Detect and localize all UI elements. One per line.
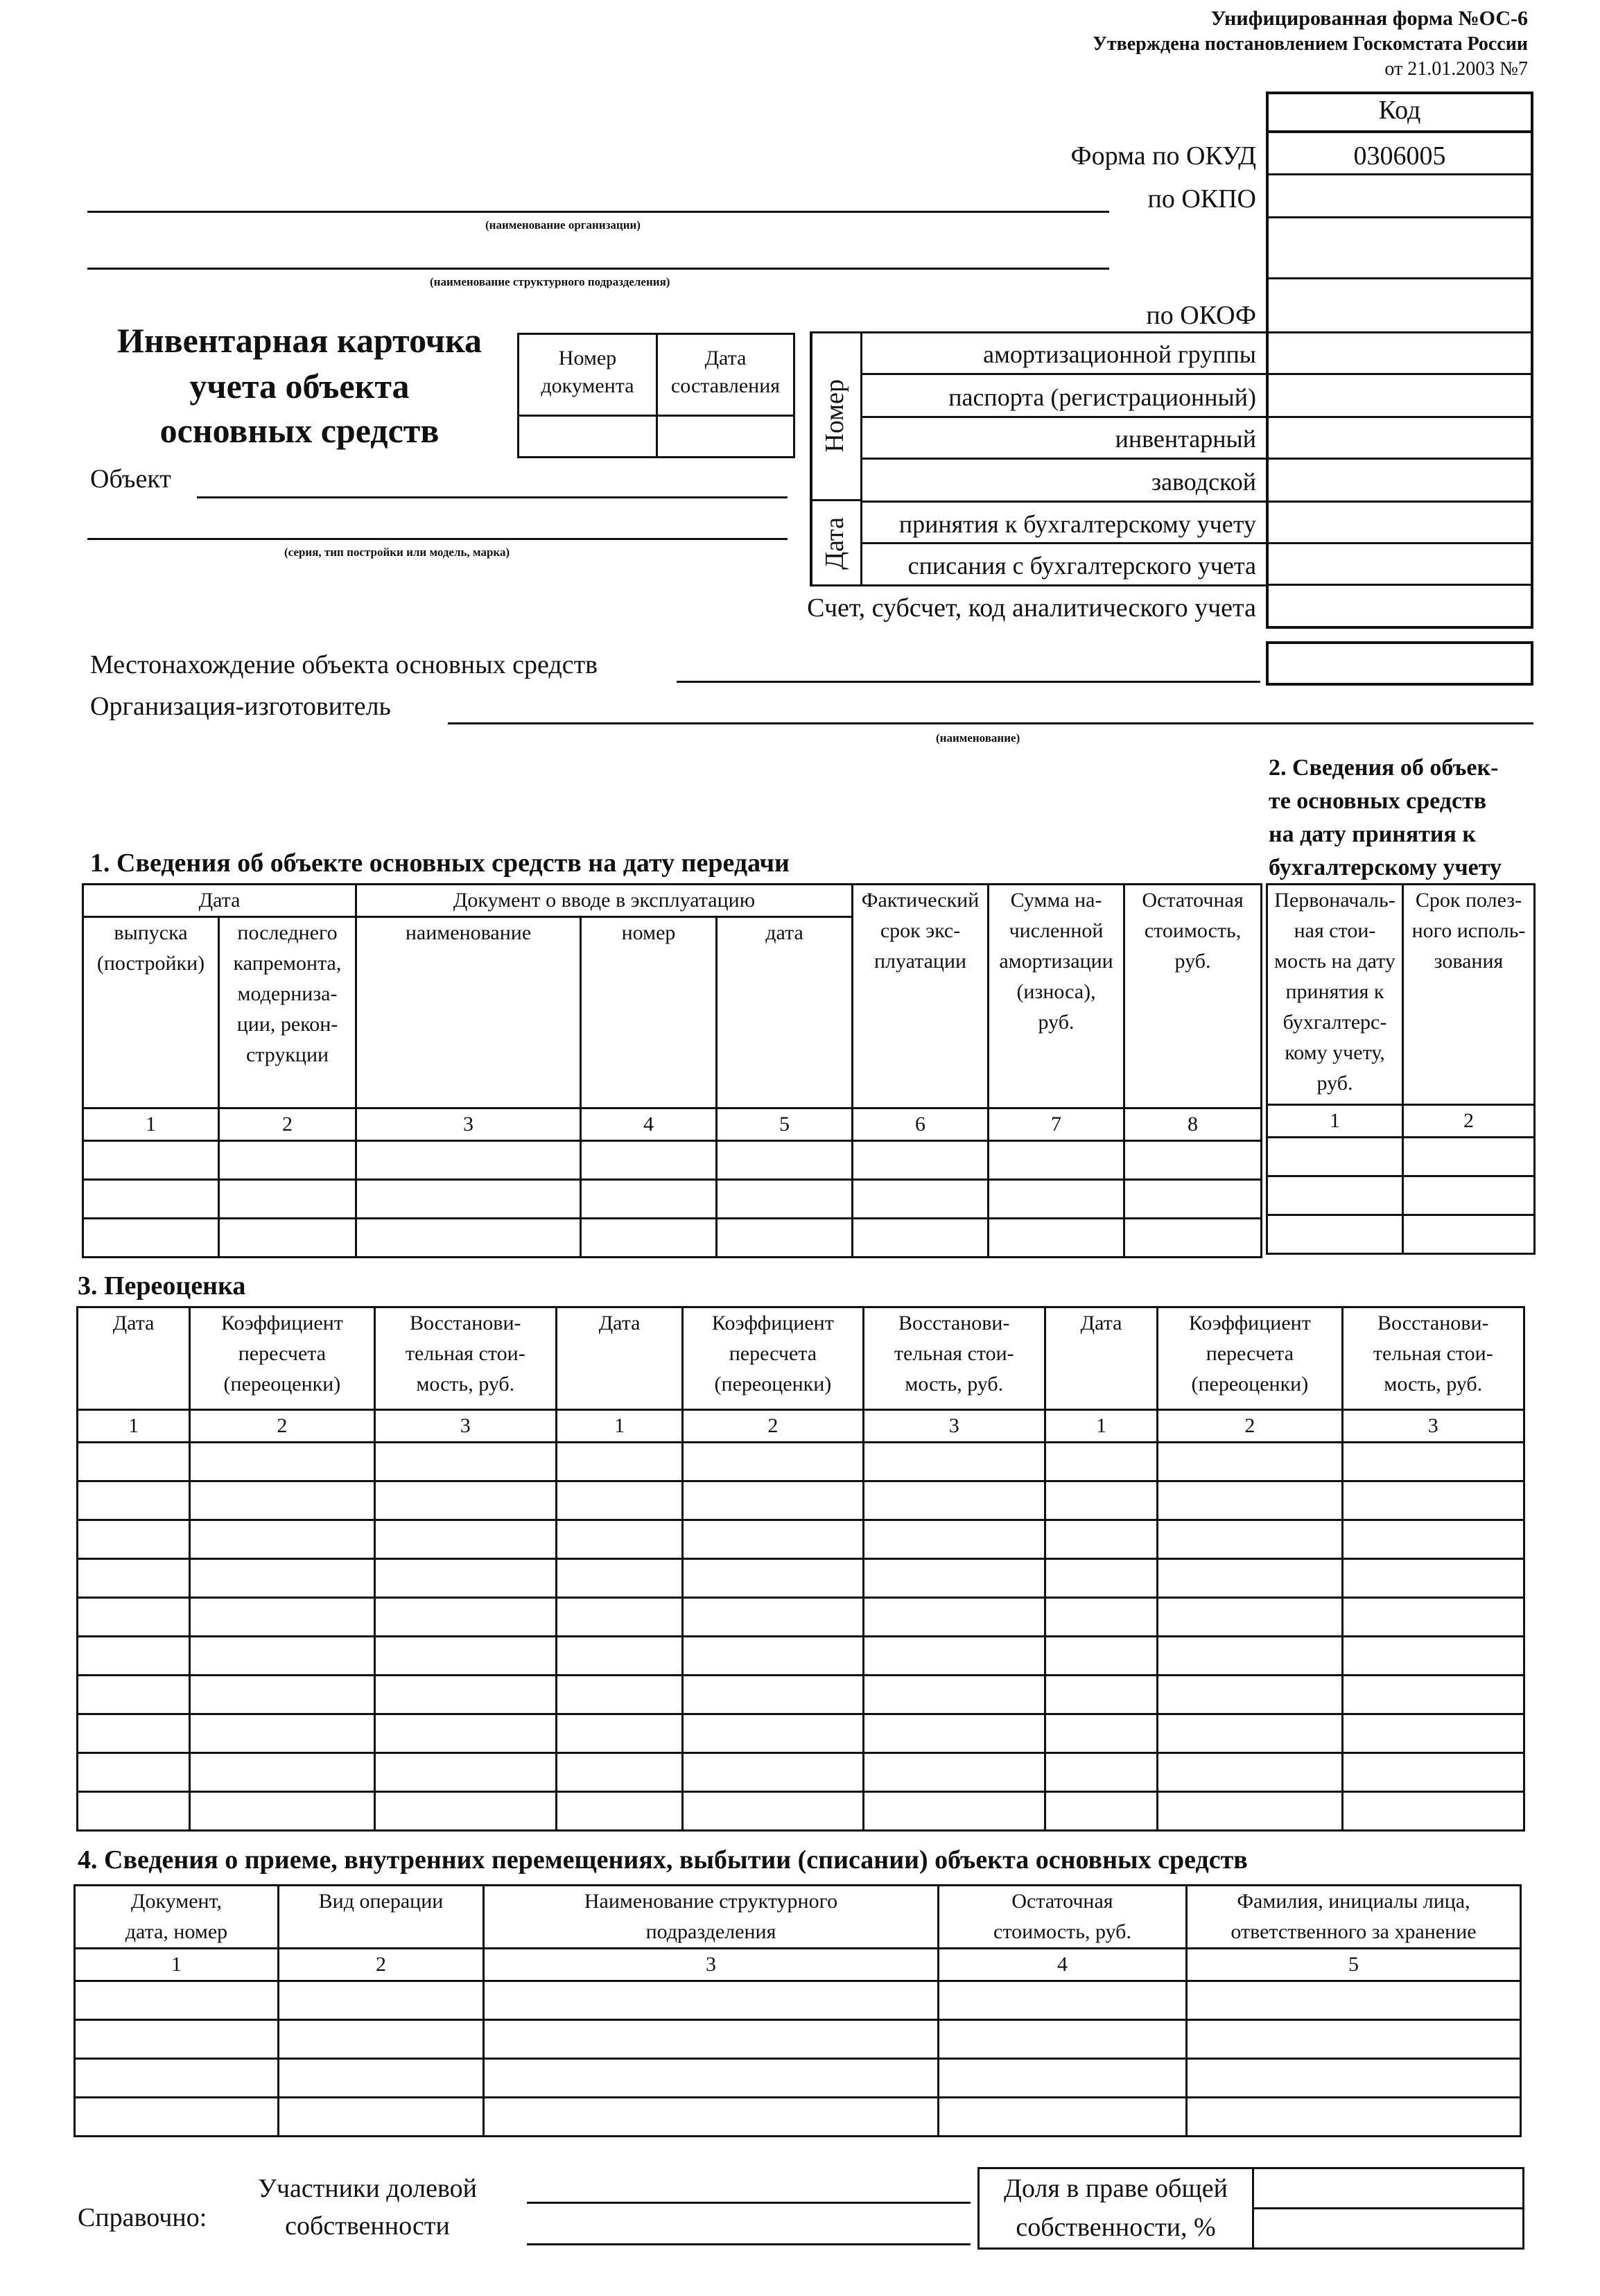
s2-c2-header: Срок полез- ного исполь- зования [1403, 885, 1535, 1105]
manufacturer-caption: (наименование) [936, 731, 1020, 745]
table-row[interactable] [78, 1520, 1524, 1559]
s1-doc-header: Документ о вводе в эксплуатацию [356, 885, 853, 917]
table-row[interactable] [75, 2059, 1521, 2098]
section3-table [76, 1306, 1525, 1832]
s3-restore-header: Восстанови- тельная стои- мость, руб. [1342, 1307, 1524, 1410]
table-row[interactable] [75, 1981, 1521, 2020]
s3-coef-header: Коэффициент пересчета (переоценки) [1158, 1307, 1342, 1410]
s3-number-row: 1 2 3 1 2 3 1 2 3 [78, 1410, 1524, 1443]
s1-c8-header: Остаточная стоимость, руб. [1124, 885, 1262, 1108]
code-column [1266, 92, 1533, 629]
s3-date-header: Дата [556, 1307, 682, 1410]
table-row[interactable] [78, 1598, 1524, 1637]
s1-number-row: 1 2 3 4 5 6 7 8 [83, 1108, 1262, 1141]
section1-title: 1. Сведения об объекте основных средств на дату передачи [90, 849, 790, 878]
okud-value: 0306005 [1353, 141, 1446, 171]
object-label: Объект [90, 464, 171, 494]
form-name: Унифицированная форма №ОС-6 [1210, 7, 1528, 30]
s4-c5-header: Фамилия, инициалы лица, ответственного за хранение [1187, 1886, 1521, 1949]
number-group-label: Номер [820, 379, 849, 453]
amort-label: амортизационной группы [983, 340, 1256, 368]
accept-label: принятия к бухгалтерскому учету [898, 510, 1256, 538]
approved-text: Утверждена постановлением Госкомстата России [1093, 33, 1528, 55]
doc-box [517, 333, 795, 458]
org-line[interactable] [87, 211, 1109, 213]
okof-label: по ОКОФ [1146, 301, 1256, 330]
s3-coef-header: Коэффициент пересчета (переоценки) [190, 1307, 374, 1410]
s4-c3-header: Наименование структурного подразделения [484, 1886, 939, 1949]
table-row[interactable] [78, 1753, 1524, 1792]
share-box [977, 2167, 1524, 2250]
inventory-label: инвентарный [1115, 425, 1256, 453]
s1-c5-header: дата [717, 917, 853, 1108]
s1-date-header: Дата [83, 885, 356, 917]
approved-date: от 21.01.2003 №7 [1384, 58, 1528, 80]
table-row[interactable] [78, 1676, 1524, 1714]
section4-title: 4. Сведения о приеме, внутренних перемещениях, выбытии (списании) объекта основных средств [78, 1845, 1248, 1875]
s3-date-header: Дата [1045, 1307, 1157, 1410]
table-row[interactable] [75, 2020, 1521, 2059]
table-row[interactable] [75, 2098, 1521, 2137]
table-row[interactable] [1267, 1176, 1535, 1215]
subdiv-caption: (наименование структурного подразделения) [430, 275, 670, 288]
s3-restore-header: Восстанови- тельная стои- мость, руб. [374, 1307, 556, 1410]
table-row[interactable] [83, 1180, 1262, 1219]
table-row[interactable] [83, 1141, 1262, 1180]
s4-c4-header: Остаточная стоимость, руб. [939, 1886, 1187, 1949]
title-line1: Инвентарная карточка [116, 321, 482, 360]
manufacturer-line[interactable] [448, 722, 1533, 724]
section4-table [73, 1884, 1522, 2137]
date-group-label: Дата [820, 517, 849, 570]
s1-c7-header: Сумма на- численной амортизации (износа), руб. [989, 885, 1124, 1108]
participants-line-2[interactable] [527, 2243, 971, 2245]
share-value-cell-2[interactable] [1253, 2209, 1524, 2249]
okud-label: Форма по ОКУД [1070, 141, 1256, 171]
table-row[interactable] [83, 1219, 1262, 1258]
s3-coef-header: Коэффициент пересчета (переоценки) [683, 1307, 863, 1410]
kod-label: Код [1378, 96, 1421, 125]
participants-label: Участники долевой собственности [257, 2174, 477, 2241]
section2-title: 2. Сведения об объек- те основных средств на дату принятия к бухгалтерскому учету [1269, 755, 1502, 880]
s4-number-row: 1 2 3 4 5 [75, 1949, 1521, 1981]
table-row[interactable] [1267, 1215, 1535, 1254]
title-line2: учета объекта [189, 367, 410, 406]
ref-label: Справочно: [78, 2203, 207, 2232]
doc-date-cell[interactable] [657, 416, 794, 458]
table-row[interactable] [1267, 1138, 1535, 1176]
s2-c1-header: Первоначаль- ная стои- мость на дату принятия к бухгалтерс- кому учету, руб. [1267, 885, 1403, 1105]
participants-line-1[interactable] [527, 2202, 971, 2204]
s1-c1-header: выпуска (постройки) [83, 917, 219, 1108]
share-label: Доля в праве общей собственности, % [979, 2168, 1253, 2249]
s2-number-row: 1 2 [1267, 1105, 1535, 1138]
manufacturer-label: Организация-изготовитель [90, 692, 391, 721]
s1-c2-header: последнего капремонта, модерниза- ции, рекон- струкции [219, 917, 356, 1108]
table-row[interactable] [78, 1714, 1524, 1753]
share-value-cell-1[interactable] [1253, 2168, 1524, 2209]
doc-number-cell[interactable] [519, 416, 657, 458]
s4-c1-header: Документ, дата, номер [75, 1886, 279, 1949]
series-caption: (серия, тип постройки или модель, марка) [284, 546, 510, 559]
s3-restore-header: Восстанови- тельная стои- мость, руб. [863, 1307, 1045, 1410]
section3-tables [76, 1306, 1525, 1832]
writeoff-label: списания с бухгалтерского учета [907, 552, 1256, 580]
title-line3: основных средств [159, 411, 440, 450]
okpo-label: по ОКПО [1147, 184, 1256, 214]
passport-label: паспорта (регистрационный) [948, 383, 1256, 411]
s1-c4-header: номер [581, 917, 717, 1108]
section3-title: 3. Переоценка [78, 1271, 246, 1301]
doc-date-header: Дата составления [657, 334, 794, 416]
object-line[interactable] [197, 496, 788, 498]
subdiv-line[interactable] [87, 268, 1109, 270]
factory-label: заводской [1151, 468, 1256, 496]
object-line-2[interactable] [87, 538, 788, 540]
location-line[interactable] [677, 681, 1260, 683]
table-row[interactable] [78, 1637, 1524, 1676]
section2-table [1266, 883, 1536, 1255]
s3-date-header: Дата [78, 1307, 190, 1410]
table-row[interactable] [78, 1443, 1524, 1481]
org-caption: (наименование организации) [485, 218, 641, 232]
section1-table [82, 883, 1262, 1258]
table-row[interactable] [78, 1481, 1524, 1520]
table-row[interactable] [78, 1559, 1524, 1598]
doc-number-header: Номер документа [519, 334, 657, 416]
location-label: Местонахождение объекта основных средств [90, 650, 598, 679]
account-label: Счет, субсчет, код аналитического учета [807, 593, 1256, 623]
location-code-box[interactable] [1266, 641, 1533, 686]
s4-c2-header: Вид операции [279, 1886, 484, 1949]
s1-c3-header: наименование [356, 917, 581, 1108]
table-row[interactable] [78, 1792, 1524, 1831]
s1-c6-header: Фактический срок экс- плуатации [853, 885, 989, 1108]
